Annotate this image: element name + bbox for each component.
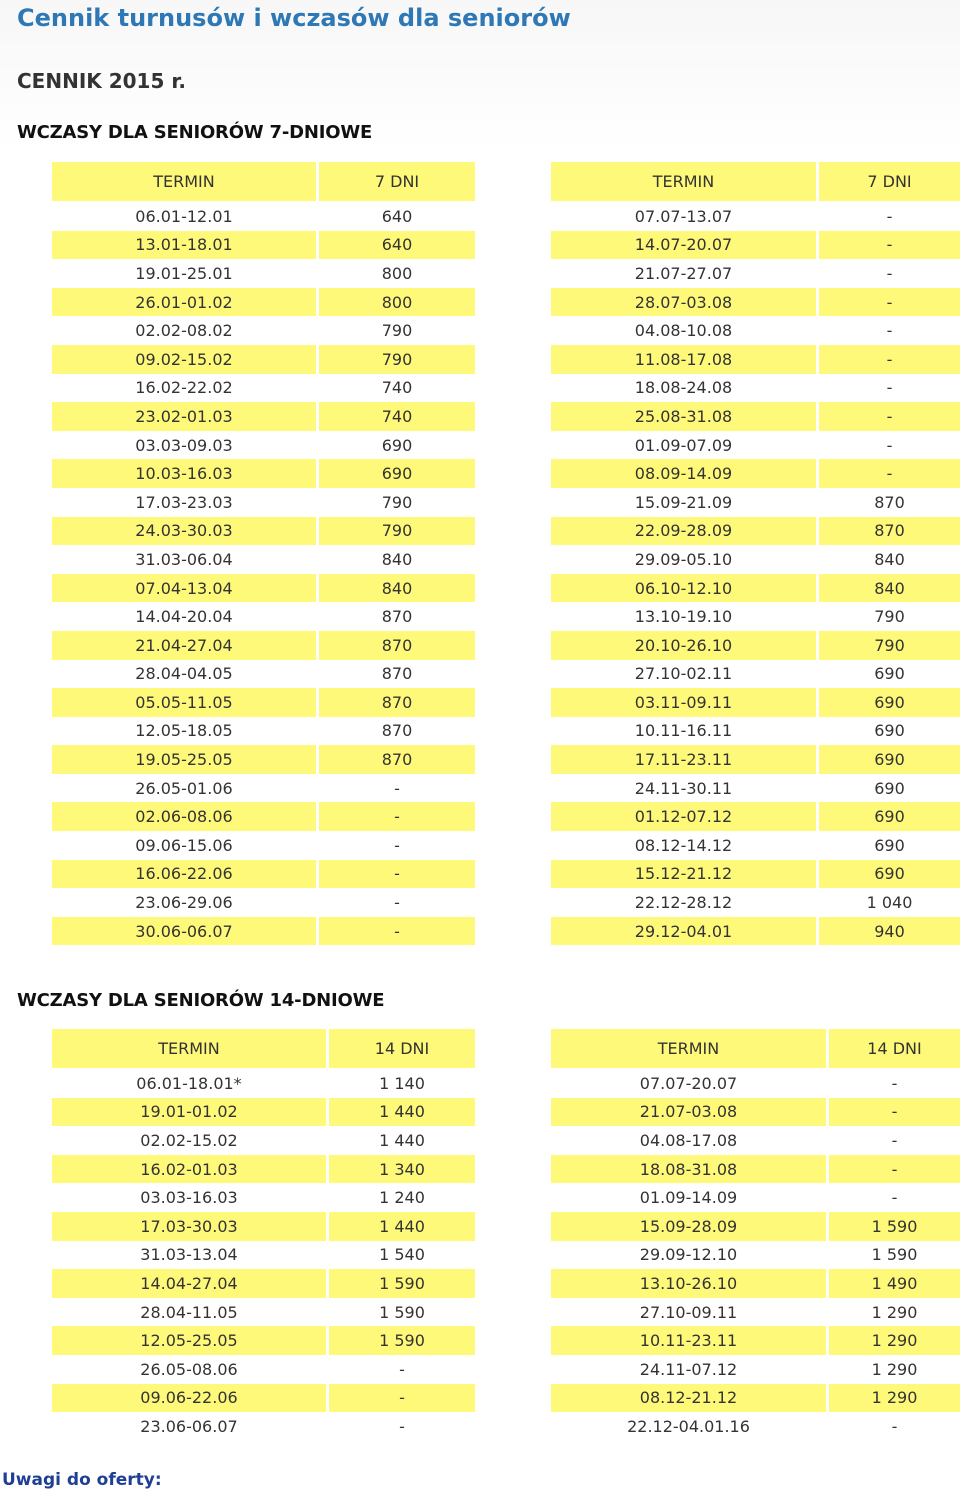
table-row xyxy=(551,831,960,860)
term-cell: 08.09-14.09 xyxy=(551,459,819,488)
price-cell: 1 290 xyxy=(871,1302,918,1322)
table-row xyxy=(52,431,475,460)
price-cell: - xyxy=(319,860,475,889)
term-cell: 23.02-01.03 xyxy=(52,402,319,431)
column-header-price: 14 DNI xyxy=(329,1029,475,1069)
table-row xyxy=(52,917,475,946)
price-cell: - xyxy=(829,1098,960,1127)
price-cell: 800 xyxy=(381,263,413,283)
term-cell: 21.07-03.08 xyxy=(551,1098,829,1127)
term-cell: 27.10-02.11 xyxy=(551,660,819,689)
term-cell: 17.03-23.03 xyxy=(52,488,319,517)
term-cell: 29.09-12.10 xyxy=(551,1241,829,1270)
table-row xyxy=(52,774,475,803)
price-cell: 790 xyxy=(381,321,413,341)
column-header-term: TERMIN xyxy=(52,162,319,202)
term-cell: 20.10-26.10 xyxy=(551,631,819,660)
term-cell: 23.06-06.07 xyxy=(52,1412,329,1441)
table-row xyxy=(551,1355,960,1384)
table-row xyxy=(551,1298,960,1327)
price-cell: 1 240 xyxy=(379,1188,425,1208)
table-row xyxy=(551,1412,960,1441)
table-header-row xyxy=(551,1029,960,1069)
table-row xyxy=(52,517,475,546)
price-cell: 690 xyxy=(819,860,960,889)
term-cell: 14.04-20.04 xyxy=(52,602,319,631)
table-row xyxy=(52,259,475,288)
term-cell: 10.03-16.03 xyxy=(52,459,319,488)
term-cell: 28.04-11.05 xyxy=(52,1298,329,1327)
table-row xyxy=(52,831,475,860)
table-row xyxy=(551,402,960,431)
price-cell: 1 290 xyxy=(829,1384,960,1413)
price-cell: 790 xyxy=(381,492,413,512)
term-cell: 07.07-20.07 xyxy=(551,1069,829,1098)
table-row xyxy=(52,688,475,717)
table-row xyxy=(52,1412,475,1441)
price-cell: 870 xyxy=(819,517,960,546)
price-cell: 690 xyxy=(819,745,960,774)
term-cell: 08.12-21.12 xyxy=(551,1384,829,1413)
price-cell: - xyxy=(399,1359,405,1379)
table-row xyxy=(52,488,475,517)
price-table-14-day-left xyxy=(52,1029,475,1441)
term-cell: 15.09-28.09 xyxy=(551,1212,829,1241)
table-row xyxy=(52,717,475,746)
page-title: Cennik turnusów i wczasów dla seniorów xyxy=(17,4,571,32)
table-row xyxy=(551,545,960,574)
table-row xyxy=(551,1241,960,1270)
table-row xyxy=(52,316,475,345)
price-cell: - xyxy=(319,802,475,831)
table-row xyxy=(551,688,960,717)
price-cell: 1 340 xyxy=(329,1155,475,1184)
table-row xyxy=(52,888,475,917)
term-cell: 02.06-08.06 xyxy=(52,802,319,831)
price-list-year-heading: CENNIK 2015 r. xyxy=(17,69,186,93)
term-cell: 13.10-26.10 xyxy=(551,1269,829,1298)
table-row xyxy=(551,631,960,660)
price-cell: 1 440 xyxy=(329,1212,475,1241)
price-cell: 840 xyxy=(319,574,475,603)
table-row xyxy=(551,288,960,317)
price-cell: 1 590 xyxy=(379,1302,425,1322)
price-cell: - xyxy=(394,778,400,798)
term-cell: 04.08-10.08 xyxy=(551,316,819,345)
price-cell: 870 xyxy=(381,664,413,684)
term-cell: 21.07-27.07 xyxy=(551,259,819,288)
table-row xyxy=(52,1269,475,1298)
table-row xyxy=(52,1241,475,1270)
table-row xyxy=(52,545,475,574)
term-cell: 06.10-12.10 xyxy=(551,574,819,603)
term-cell: 24.11-07.12 xyxy=(551,1355,829,1384)
term-cell: 29.09-05.10 xyxy=(551,545,819,574)
table-row xyxy=(52,1155,475,1184)
term-cell: 09.06-22.06 xyxy=(52,1384,329,1413)
term-cell: 25.08-31.08 xyxy=(551,402,819,431)
term-cell: 01.09-07.09 xyxy=(551,431,819,460)
table-row xyxy=(551,1384,960,1413)
table-row xyxy=(52,1326,475,1355)
table-row xyxy=(551,231,960,260)
price-cell: 690 xyxy=(319,459,475,488)
price-cell: - xyxy=(819,459,960,488)
table-row xyxy=(52,202,475,231)
column-header-term: TERMIN xyxy=(551,162,819,202)
term-cell: 28.04-04.05 xyxy=(52,660,319,689)
table-row xyxy=(551,1183,960,1212)
term-cell: 13.01-18.01 xyxy=(52,231,319,260)
term-cell: 08.12-14.12 xyxy=(551,831,819,860)
price-cell: 1 440 xyxy=(379,1130,425,1150)
price-cell: - xyxy=(819,231,960,260)
term-cell: 17.11-23.11 xyxy=(551,745,819,774)
term-cell: 26.05-08.06 xyxy=(52,1355,329,1384)
term-cell: 14.07-20.07 xyxy=(551,231,819,260)
price-cell: - xyxy=(886,378,893,398)
table-row xyxy=(551,574,960,603)
term-cell: 03.03-16.03 xyxy=(52,1183,329,1212)
table-row xyxy=(52,1298,475,1327)
table-row xyxy=(52,1098,475,1127)
term-cell: 19.01-01.02 xyxy=(52,1098,329,1127)
table-row xyxy=(551,717,960,746)
term-cell: 12.05-18.05 xyxy=(52,717,319,746)
price-cell: - xyxy=(829,1155,960,1184)
price-cell: 690 xyxy=(874,778,905,798)
table-row xyxy=(551,660,960,689)
table-row xyxy=(551,802,960,831)
table-row xyxy=(551,1069,960,1098)
price-cell: - xyxy=(891,1188,898,1208)
term-cell: 27.10-09.11 xyxy=(551,1298,829,1327)
table-row xyxy=(52,1069,475,1098)
column-header-term: TERMIN xyxy=(52,1029,329,1069)
term-cell: 03.11-09.11 xyxy=(551,688,819,717)
price-cell: 640 xyxy=(381,206,413,226)
term-cell: 16.02-01.03 xyxy=(52,1155,329,1184)
table-row xyxy=(551,202,960,231)
price-cell: - xyxy=(394,835,400,855)
price-table-7-day-left xyxy=(52,162,475,945)
term-cell: 02.02-08.02 xyxy=(52,316,319,345)
table-row xyxy=(52,345,475,374)
price-cell: 800 xyxy=(319,288,475,317)
price-cell: - xyxy=(886,321,893,341)
term-cell: 22.12-04.01.16 xyxy=(551,1412,829,1441)
price-cell: - xyxy=(891,1073,898,1093)
term-cell: 24.11-30.11 xyxy=(551,774,819,803)
term-cell: 19.01-25.01 xyxy=(52,259,319,288)
term-cell: 18.08-31.08 xyxy=(551,1155,829,1184)
term-cell: 06.01-18.01* xyxy=(52,1069,329,1098)
table-row xyxy=(52,602,475,631)
table-row xyxy=(551,488,960,517)
price-cell: 870 xyxy=(319,745,475,774)
table-row xyxy=(551,917,960,946)
term-cell: 16.02-22.02 xyxy=(52,374,319,403)
price-cell: - xyxy=(819,402,960,431)
term-cell: 14.04-27.04 xyxy=(52,1269,329,1298)
table-row xyxy=(52,374,475,403)
term-cell: 02.02-15.02 xyxy=(52,1126,329,1155)
table-row xyxy=(551,602,960,631)
price-cell: 690 xyxy=(819,688,960,717)
price-cell: 690 xyxy=(874,721,905,741)
table-row xyxy=(551,1212,960,1241)
price-cell: 870 xyxy=(381,607,413,627)
term-cell: 30.06-06.07 xyxy=(52,917,319,946)
table-row xyxy=(551,1155,960,1184)
term-cell: 07.04-13.04 xyxy=(52,574,319,603)
term-cell: 12.05-25.05 xyxy=(52,1326,329,1355)
table-row xyxy=(52,402,475,431)
table-row xyxy=(551,860,960,889)
section-7-day-title: WCZASY DLA SENIORÓW 7-DNIOWE xyxy=(17,122,373,143)
table-row xyxy=(52,459,475,488)
price-cell: 1 140 xyxy=(379,1073,425,1093)
table-row xyxy=(52,574,475,603)
offer-notes-heading: Uwagi do oferty: xyxy=(2,1470,162,1490)
price-cell: 1 590 xyxy=(871,1245,918,1265)
term-cell: 13.10-19.10 xyxy=(551,602,819,631)
term-cell: 09.06-15.06 xyxy=(52,831,319,860)
term-cell: 01.09-14.09 xyxy=(551,1183,829,1212)
term-cell: 26.01-01.02 xyxy=(52,288,319,317)
column-header-price: 7 DNI xyxy=(319,162,475,202)
term-cell: 06.01-12.01 xyxy=(52,202,319,231)
price-cell: 690 xyxy=(381,435,413,455)
table-row xyxy=(551,774,960,803)
term-cell: 07.07-13.07 xyxy=(551,202,819,231)
price-cell: 1 540 xyxy=(379,1245,425,1265)
price-cell: - xyxy=(394,893,400,913)
table-row xyxy=(52,660,475,689)
term-cell: 11.08-17.08 xyxy=(551,345,819,374)
table-header-row xyxy=(551,162,960,202)
price-cell: - xyxy=(891,1416,898,1436)
price-cell: 1 490 xyxy=(829,1269,960,1298)
price-cell: 790 xyxy=(874,607,905,627)
price-cell: 1 590 xyxy=(329,1269,475,1298)
price-table-14-day-right xyxy=(551,1029,960,1441)
term-cell: 26.05-01.06 xyxy=(52,774,319,803)
term-cell: 15.09-21.09 xyxy=(551,488,819,517)
term-cell: 15.12-21.12 xyxy=(551,860,819,889)
term-cell: 22.12-28.12 xyxy=(551,888,819,917)
price-cell: 1 590 xyxy=(829,1212,960,1241)
price-cell: 640 xyxy=(319,231,475,260)
price-cell: - xyxy=(891,1130,898,1150)
table-row xyxy=(551,517,960,546)
table-row xyxy=(551,431,960,460)
table-row xyxy=(551,1126,960,1155)
price-cell: 1 440 xyxy=(329,1098,475,1127)
term-cell: 29.12-04.01 xyxy=(551,917,819,946)
table-row xyxy=(52,1183,475,1212)
price-cell: 790 xyxy=(319,517,475,546)
price-cell: 1 290 xyxy=(829,1326,960,1355)
price-cell: - xyxy=(319,917,475,946)
column-header-price: 14 DNI xyxy=(829,1029,960,1069)
term-cell: 10.11-23.11 xyxy=(551,1326,829,1355)
price-cell: 870 xyxy=(381,721,413,741)
price-cell: 1 040 xyxy=(866,893,913,913)
price-cell: - xyxy=(329,1384,475,1413)
term-cell: 05.05-11.05 xyxy=(52,688,319,717)
table-row xyxy=(52,745,475,774)
table-row xyxy=(551,374,960,403)
price-cell: - xyxy=(886,435,893,455)
price-cell: 870 xyxy=(874,492,905,512)
price-cell: 790 xyxy=(819,631,960,660)
table-row xyxy=(52,802,475,831)
column-header-term: TERMIN xyxy=(551,1029,829,1069)
table-row xyxy=(551,459,960,488)
table-row xyxy=(52,1126,475,1155)
table-row xyxy=(52,860,475,889)
price-cell: 740 xyxy=(319,402,475,431)
term-cell: 18.08-24.08 xyxy=(551,374,819,403)
term-cell: 03.03-09.03 xyxy=(52,431,319,460)
table-row xyxy=(52,1384,475,1413)
table-row xyxy=(551,1269,960,1298)
price-cell: 790 xyxy=(319,345,475,374)
table-row xyxy=(52,1355,475,1384)
table-row xyxy=(52,231,475,260)
table-row xyxy=(52,1212,475,1241)
table-row xyxy=(52,631,475,660)
price-cell: 870 xyxy=(319,688,475,717)
price-cell: 1 590 xyxy=(329,1326,475,1355)
term-cell: 21.04-27.04 xyxy=(52,631,319,660)
price-cell: 840 xyxy=(874,549,905,569)
term-cell: 19.05-25.05 xyxy=(52,745,319,774)
table-row xyxy=(551,745,960,774)
price-cell: - xyxy=(399,1416,405,1436)
price-cell: 740 xyxy=(381,378,413,398)
term-cell: 23.06-29.06 xyxy=(52,888,319,917)
price-cell: 840 xyxy=(819,574,960,603)
table-row xyxy=(551,345,960,374)
term-cell: 01.12-07.12 xyxy=(551,802,819,831)
column-header-price: 7 DNI xyxy=(819,162,960,202)
term-cell: 16.06-22.06 xyxy=(52,860,319,889)
price-cell: 690 xyxy=(874,664,905,684)
term-cell: 24.03-30.03 xyxy=(52,517,319,546)
price-cell: 840 xyxy=(381,549,413,569)
term-cell: 31.03-13.04 xyxy=(52,1241,329,1270)
table-row xyxy=(551,1098,960,1127)
table-header-row xyxy=(52,162,475,202)
price-cell: - xyxy=(819,288,960,317)
price-cell: - xyxy=(886,206,893,226)
table-header-row xyxy=(52,1029,475,1069)
table-row xyxy=(551,888,960,917)
term-cell: 04.08-17.08 xyxy=(551,1126,829,1155)
term-cell: 17.03-30.03 xyxy=(52,1212,329,1241)
price-table-7-day-right xyxy=(551,162,960,945)
price-cell: 1 290 xyxy=(871,1359,918,1379)
term-cell: 10.11-16.11 xyxy=(551,717,819,746)
price-cell: 940 xyxy=(819,917,960,946)
term-cell: 31.03-06.04 xyxy=(52,545,319,574)
table-row xyxy=(551,259,960,288)
price-cell: 870 xyxy=(319,631,475,660)
term-cell: 28.07-03.08 xyxy=(551,288,819,317)
price-cell: - xyxy=(819,345,960,374)
section-14-day-title: WCZASY DLA SENIORÓW 14-DNIOWE xyxy=(17,990,385,1011)
table-row xyxy=(551,1326,960,1355)
table-row xyxy=(52,288,475,317)
price-cell: - xyxy=(886,263,893,283)
price-cell: 690 xyxy=(819,802,960,831)
table-row xyxy=(551,316,960,345)
term-cell: 22.09-28.09 xyxy=(551,517,819,546)
term-cell: 09.02-15.02 xyxy=(52,345,319,374)
price-cell: 690 xyxy=(874,835,905,855)
